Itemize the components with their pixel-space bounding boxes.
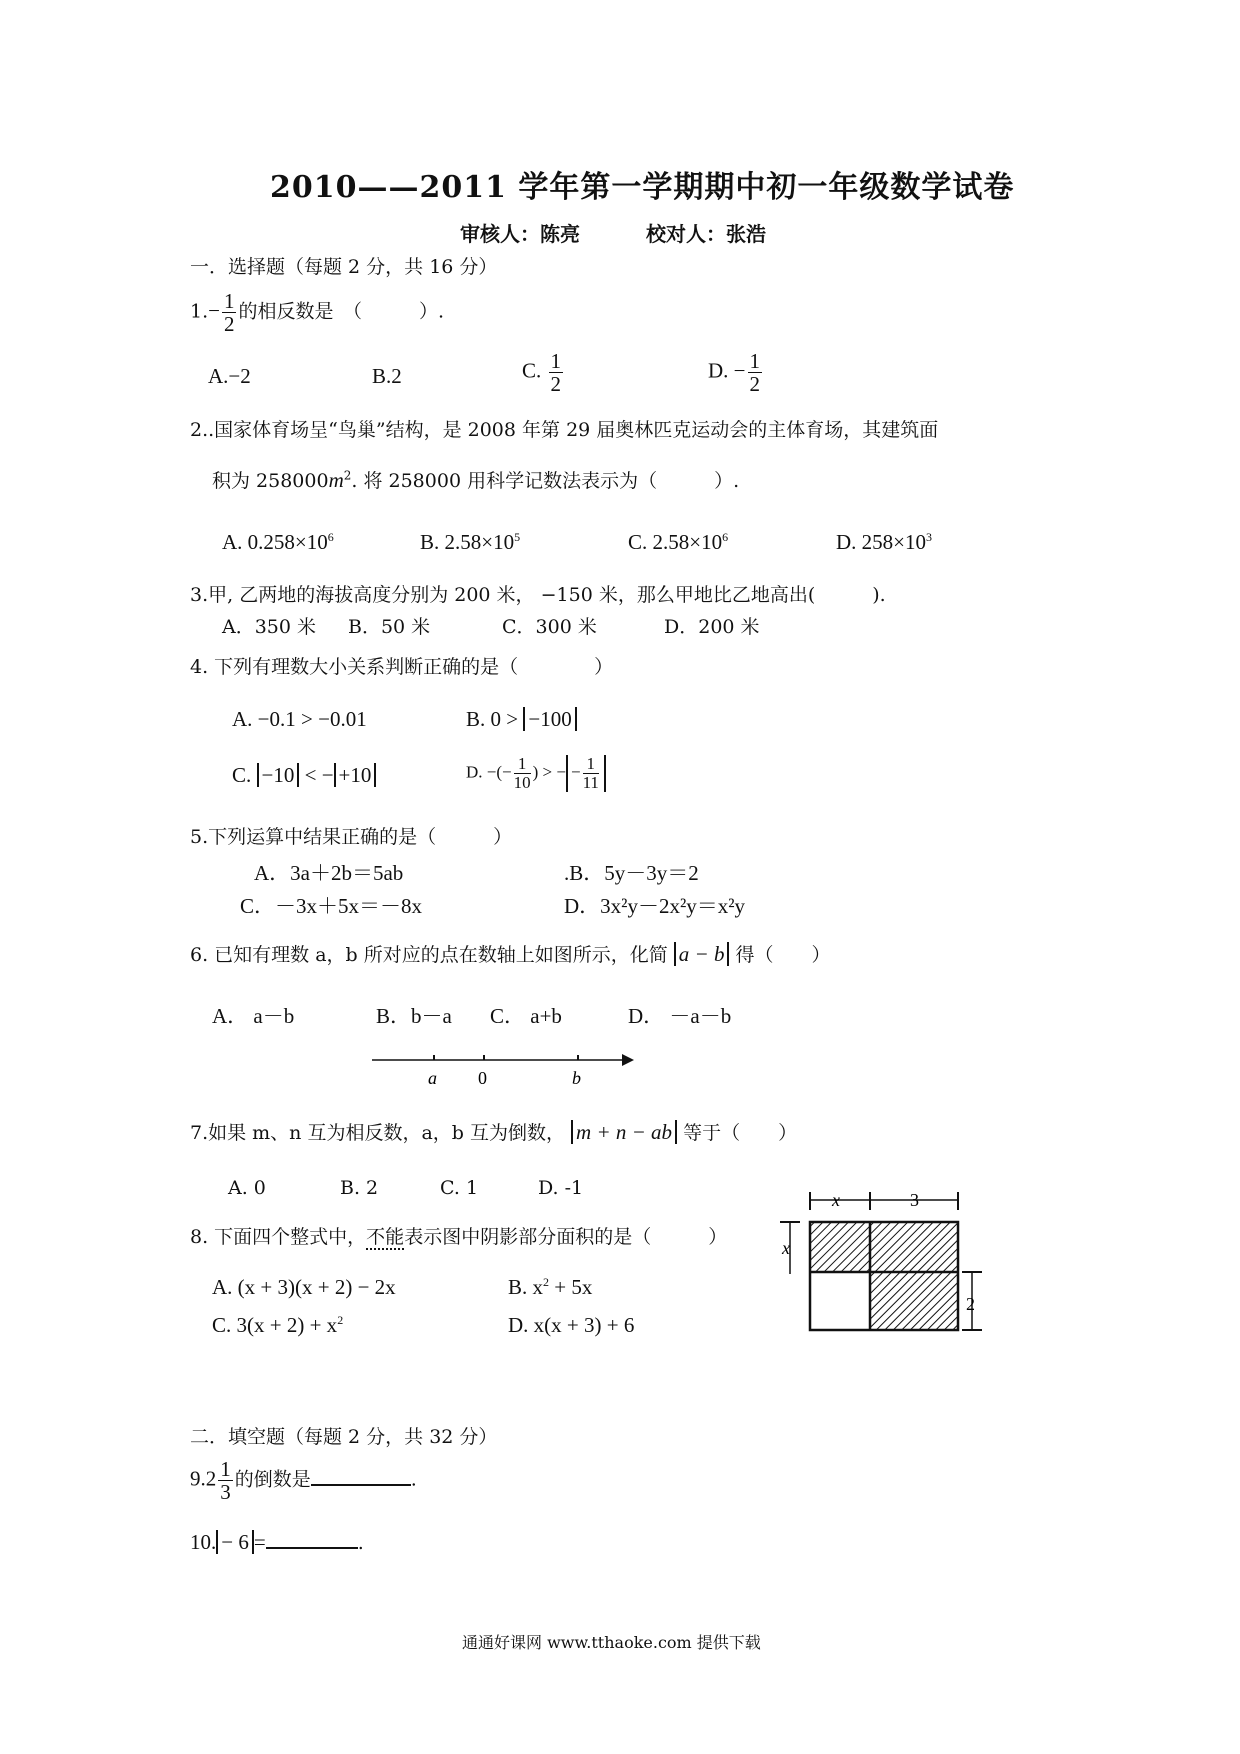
q1-stem: 的相反数是 （ ）. bbox=[238, 300, 445, 323]
q4-b-prefix: B. 0 > bbox=[466, 707, 519, 731]
q10-answer-blank[interactable] bbox=[266, 1546, 358, 1549]
q4-d-den1: 10 bbox=[513, 772, 531, 792]
shaded-top-left bbox=[810, 1222, 870, 1272]
q1-d-den: 2 bbox=[749, 372, 761, 397]
q5-stem: 5.下列运算中结果正确的是（ ） bbox=[190, 826, 513, 848]
q2-b-exp: 5 bbox=[514, 530, 521, 544]
footer-source: 通通好课网 www.tthaoke.com 提供下载 bbox=[462, 1633, 761, 1652]
q1-number: 1. bbox=[190, 300, 209, 323]
axis-label-b: b bbox=[572, 1068, 581, 1088]
q8-stem bbox=[190, 1222, 727, 1249]
q2-line2-b: . 将 258000 用科学记数法表示为（ ）. bbox=[351, 470, 740, 492]
q4-d-frac1 bbox=[514, 755, 531, 792]
axis-label-0: 0 bbox=[478, 1068, 487, 1088]
q1-fraction bbox=[222, 290, 237, 335]
q2-option-b bbox=[420, 530, 520, 555]
q5-option-c: C．－3x＋5x＝－8x bbox=[240, 894, 423, 918]
q9-den: 3 bbox=[220, 1480, 231, 1505]
q4-c-label: C. bbox=[232, 763, 252, 787]
fig-label-x-left: x bbox=[782, 1238, 790, 1258]
q1-d-num: 1 bbox=[749, 349, 761, 373]
q3-option-a: A．350 米 bbox=[222, 616, 317, 638]
q6-stem-a: 6. 已知有理数 a，b 所对应的点在数轴上如图所示，化简 bbox=[190, 944, 668, 966]
q4-d-label: D. bbox=[466, 762, 483, 782]
q4-c-abs2: +10 bbox=[334, 763, 377, 787]
q6-stem-b: 得（ ） bbox=[735, 944, 831, 966]
q1-c-label: C. bbox=[522, 358, 542, 383]
q2-option-c bbox=[628, 530, 728, 555]
q9-answer-blank[interactable] bbox=[311, 1483, 411, 1486]
number-line-arrow bbox=[622, 1054, 634, 1066]
q8-c-pre: C. 3(x + 2) + x bbox=[212, 1313, 338, 1337]
q9-fraction bbox=[218, 1458, 233, 1503]
q4-d-frac2 bbox=[583, 755, 599, 792]
q2-unit-exp: 2 bbox=[343, 468, 352, 483]
q7-option-d: D. -1 bbox=[538, 1177, 584, 1199]
q3-option-b: B．50 米 bbox=[348, 616, 431, 638]
q2-line2-a: 积为 258000 bbox=[212, 470, 329, 492]
q7-stem bbox=[190, 1118, 797, 1145]
q10-eq: = bbox=[253, 1530, 266, 1554]
question-9 bbox=[190, 1458, 417, 1503]
q8-option-d: D. x(x + 3) + 6 bbox=[508, 1313, 635, 1337]
unshaded-bottom-left bbox=[810, 1272, 870, 1330]
q1-c-den: 2 bbox=[550, 372, 562, 397]
q4-c-mid: < − bbox=[304, 763, 334, 787]
q2-stem-line1: 2..国家体育场呈“鸟巢”结构，是 2008 年第 29 届奥林匹克运动会的主体育场，其建筑面 bbox=[190, 419, 939, 441]
q7-stem-b: 等于（ ） bbox=[683, 1122, 798, 1144]
question-1 bbox=[190, 290, 444, 335]
q8-c-exp: 2 bbox=[337, 1313, 344, 1327]
q4-option-d bbox=[466, 755, 606, 792]
q5-option-a: A．3a＋2b＝5ab bbox=[254, 861, 404, 885]
q1-num: 1 bbox=[223, 289, 235, 313]
q4-d-den2: 11 bbox=[582, 772, 599, 792]
q2-a-exp: 6 bbox=[327, 530, 334, 544]
q7-option-c: C. 1 bbox=[440, 1177, 479, 1199]
q3-option-d: D．200 米 bbox=[664, 616, 760, 638]
q9-stem: 的倒数是 bbox=[234, 1468, 311, 1491]
q3-option-c: C．300 米 bbox=[502, 616, 597, 638]
q1-d-label: D. bbox=[708, 358, 729, 383]
q2-b-text: B. 2.58×10 bbox=[420, 530, 515, 554]
q6-option-a: A． a－b bbox=[212, 1004, 295, 1028]
q4-b-abs: −100 bbox=[523, 707, 576, 731]
q1-c-num: 1 bbox=[550, 349, 562, 373]
q7-stem-a: 7.如果 m、n 互为相反数，a，b 互为倒数， bbox=[190, 1122, 565, 1144]
shaded-area-figure bbox=[776, 1192, 986, 1348]
q1-option-c bbox=[522, 350, 565, 395]
reviewer: 审核人：陈亮 bbox=[460, 222, 580, 246]
proofreader: 校对人：张浩 bbox=[646, 222, 766, 246]
q6-option-d: D． －a－b bbox=[628, 1004, 732, 1028]
q5-option-d: D．3x²y－2x²y＝x²y bbox=[564, 894, 746, 918]
q4-option-a: A. −0.1 > −0.01 bbox=[232, 707, 367, 731]
q2-unit-m: m bbox=[328, 468, 344, 492]
q4-option-b bbox=[466, 707, 577, 732]
q8-b-exp: 2 bbox=[543, 1275, 550, 1289]
q2-option-d bbox=[836, 530, 932, 555]
q2-c-text: C. 2.58×10 bbox=[628, 530, 723, 554]
q4-stem: 4. 下列有理数大小关系判断正确的是（ ） bbox=[190, 656, 614, 678]
q6-abs: a − b bbox=[674, 942, 730, 966]
q1-d-fraction bbox=[748, 350, 763, 395]
q8-option-a: A. (x + 3)(x + 2) − 2x bbox=[212, 1275, 396, 1299]
q2-stem-line2 bbox=[212, 466, 739, 493]
q9-end: . bbox=[410, 1468, 417, 1491]
q6-option-c: C． a+b bbox=[490, 1004, 562, 1028]
q5-option-b: .B．5y－3y＝2 bbox=[564, 861, 699, 885]
q10-prefix: 10. bbox=[190, 1530, 217, 1554]
q8-emphasis: 不能 bbox=[366, 1226, 405, 1248]
q4-c-abs1: −10 bbox=[257, 763, 300, 787]
q7-option-b: B. 2 bbox=[340, 1177, 379, 1199]
shaded-bottom-right bbox=[870, 1272, 958, 1330]
q4-d-minus2: − bbox=[570, 762, 581, 782]
q6-option-b: B．b－a bbox=[376, 1004, 452, 1028]
q1-option-d bbox=[708, 350, 764, 395]
q2-c-exp: 6 bbox=[722, 530, 729, 544]
q4-d-abs bbox=[566, 755, 606, 792]
q8-b-post: + 5x bbox=[549, 1275, 593, 1299]
q2-option-a bbox=[222, 530, 334, 555]
q4-d-pre: −(− bbox=[486, 762, 512, 782]
q8-option-b bbox=[508, 1275, 592, 1300]
q8-stem-a: 8. 下面四个整式中， bbox=[190, 1226, 367, 1248]
q10-abs: − 6 bbox=[216, 1530, 254, 1554]
page-title: 2010——2011 学年第一学期期中初一年级数学试卷 bbox=[270, 170, 1015, 205]
q1-option-a: A.−2 bbox=[208, 364, 251, 388]
q7-option-a: A. 0 bbox=[228, 1177, 266, 1199]
q1-den: 2 bbox=[223, 312, 235, 337]
section1-heading: 一．选择题（每题 2 分，共 16 分） bbox=[190, 256, 498, 278]
fig-label-x-top: x bbox=[832, 1192, 840, 1210]
q4-d-num2: 1 bbox=[583, 755, 599, 774]
q1-c-fraction bbox=[549, 350, 564, 395]
q8-stem-b: 表示图中阴影部分面积的是（ ） bbox=[404, 1226, 728, 1248]
q9-prefix: 9.2 bbox=[190, 1466, 217, 1491]
section2-heading: 二．填空题（每题 2 分，共 32 分） bbox=[190, 1426, 498, 1448]
q10-end: . bbox=[357, 1532, 364, 1554]
q7-abs: m + n − ab bbox=[571, 1120, 677, 1144]
q2-d-text: D. 258×10 bbox=[836, 530, 927, 554]
q8-b-pre: B. x bbox=[508, 1275, 544, 1299]
fig-label-2: 2 bbox=[966, 1294, 975, 1314]
q1-minus: − bbox=[208, 298, 220, 323]
q9-num: 1 bbox=[220, 1457, 231, 1481]
q1-option-b: B.2 bbox=[372, 364, 402, 388]
axis-label-a: a bbox=[428, 1068, 437, 1088]
shaded-top-right bbox=[870, 1222, 958, 1272]
q4-d-num1: 1 bbox=[514, 755, 531, 774]
q2-a-text: A. 0.258×10 bbox=[222, 530, 328, 554]
q8-option-c bbox=[212, 1313, 343, 1338]
q2-d-exp: 3 bbox=[926, 530, 933, 544]
question-10 bbox=[190, 1530, 364, 1555]
q4-option-c bbox=[232, 763, 376, 788]
q4-d-mid: ) > − bbox=[532, 762, 566, 782]
q1-d-minus: − bbox=[733, 358, 746, 383]
q3-stem: 3.甲, 乙两地的海拔高度分别为 200 米， −150 米，那么甲地比乙地高出( ). bbox=[190, 584, 886, 606]
number-line-figure bbox=[370, 1046, 640, 1092]
fig-label-3: 3 bbox=[910, 1192, 919, 1210]
q6-stem bbox=[190, 940, 831, 967]
